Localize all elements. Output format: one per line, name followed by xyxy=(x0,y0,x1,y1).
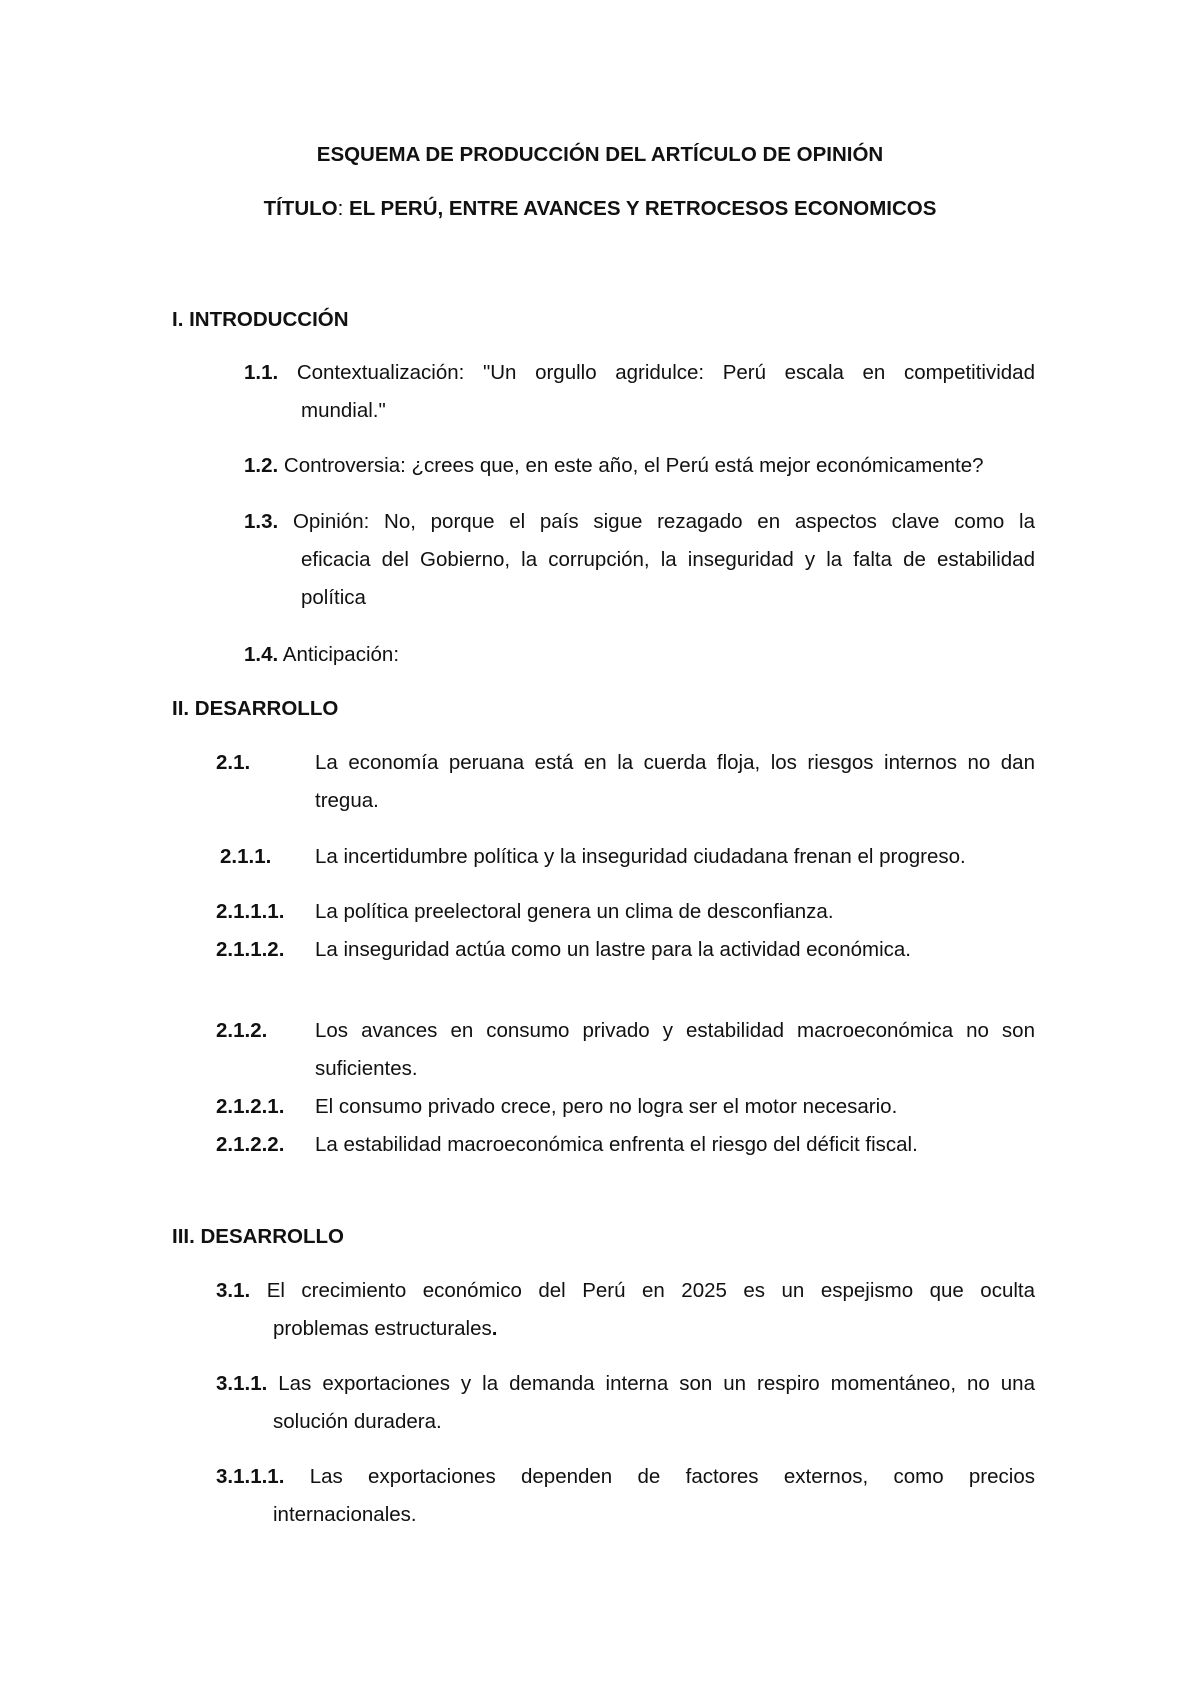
item-line: internacionales. xyxy=(273,1503,417,1526)
item-number: 1.3. xyxy=(244,510,279,533)
item-line: solución duradera. xyxy=(273,1410,442,1433)
list-item xyxy=(216,1458,1035,1534)
list-item: La economía peruana está en la cuerda floja, los riesgos internos no dan tregua. xyxy=(315,751,1035,812)
list-item: La estabilidad macroeconómica enfrenta el riesgo del déficit fiscal. xyxy=(315,1133,918,1156)
item-line: 1.1. Contextualización: "Un orgullo agridulce: Perú escala en competitividad xyxy=(244,361,1035,384)
item-line: 3.1. El crecimiento económico del Perú en 2025 es un espejismo que oculta xyxy=(216,1279,1035,1302)
item-number: 1.1. xyxy=(244,361,279,384)
list-item: La incertidumbre política y la inseguridad ciudadana frenan el progreso. xyxy=(315,845,966,868)
list-item: 1.4. Anticipación: xyxy=(244,643,400,666)
subtitle-text: EL PERÚ, ENTRE AVANCES Y RETROCESOS ECONOMICOS xyxy=(349,197,937,220)
item-line: eficacia del Gobierno, la corrupción, la inseguridad y la falta de estabilidad xyxy=(301,548,1035,571)
item-number: 1.4. xyxy=(244,643,279,666)
section-heading-desarrollo-iii: III. DESARROLLO xyxy=(172,1225,344,1248)
subtitle-colon: : xyxy=(337,197,344,220)
list-item xyxy=(216,1365,1035,1441)
section-heading-introduccion: I. INTRODUCCIÓN xyxy=(172,308,349,331)
list-item xyxy=(244,354,1035,430)
item-line: problemas estructurales. xyxy=(273,1317,498,1340)
item-number: 3.1.1.1. xyxy=(216,1465,285,1488)
item-number: 2.1.1.2. xyxy=(216,938,285,961)
section-heading-desarrollo-ii: II. DESARROLLO xyxy=(172,697,339,720)
item-line: 1.3. Opinión: No, porque el país sigue rezagado en aspectos clave como la xyxy=(244,510,1035,533)
item-number: 1.2. xyxy=(244,454,279,477)
item-number: 2.1. xyxy=(216,751,251,774)
item-number: 2.1.1. xyxy=(220,845,272,868)
item-number: 2.1.1.1. xyxy=(216,900,285,923)
item-line: política xyxy=(301,586,366,609)
item-line: 3.1.1. Las exportaciones y la demanda interna son un respiro momentáneo, no una xyxy=(216,1372,1035,1395)
list-item xyxy=(244,503,1035,617)
item-line: mundial." xyxy=(301,399,386,422)
document-subtitle xyxy=(0,190,1200,228)
document-title: ESQUEMA DE PRODUCCIÓN DEL ARTÍCULO DE OPINIÓN xyxy=(316,143,884,166)
item-number: 2.1.2. xyxy=(216,1019,268,1042)
list-item xyxy=(216,1272,1035,1348)
item-number: 3.1.1. xyxy=(216,1372,268,1395)
item-number: 2.1.2.2. xyxy=(216,1133,285,1156)
list-item: 1.2. Controversia: ¿crees que, en este año, el Perú está mejor económicamente? xyxy=(244,454,984,477)
list-item: Los avances en consumo privado y estabilidad macroeconómica no son suficientes. xyxy=(315,1019,1035,1080)
list-item: La inseguridad actúa como un lastre para la actividad económica. xyxy=(315,938,911,961)
list-item: El consumo privado crece, pero no logra ser el motor necesario. xyxy=(315,1095,898,1118)
list-item: La política preelectoral genera un clima de desconfianza. xyxy=(315,900,834,923)
item-number: 2.1.2.1. xyxy=(216,1095,285,1118)
item-line: 3.1.1.1. Las exportaciones dependen de factores externos, como precios xyxy=(216,1465,1035,1488)
subtitle-label: TÍTULO xyxy=(263,197,338,220)
item-number: 3.1. xyxy=(216,1279,251,1302)
